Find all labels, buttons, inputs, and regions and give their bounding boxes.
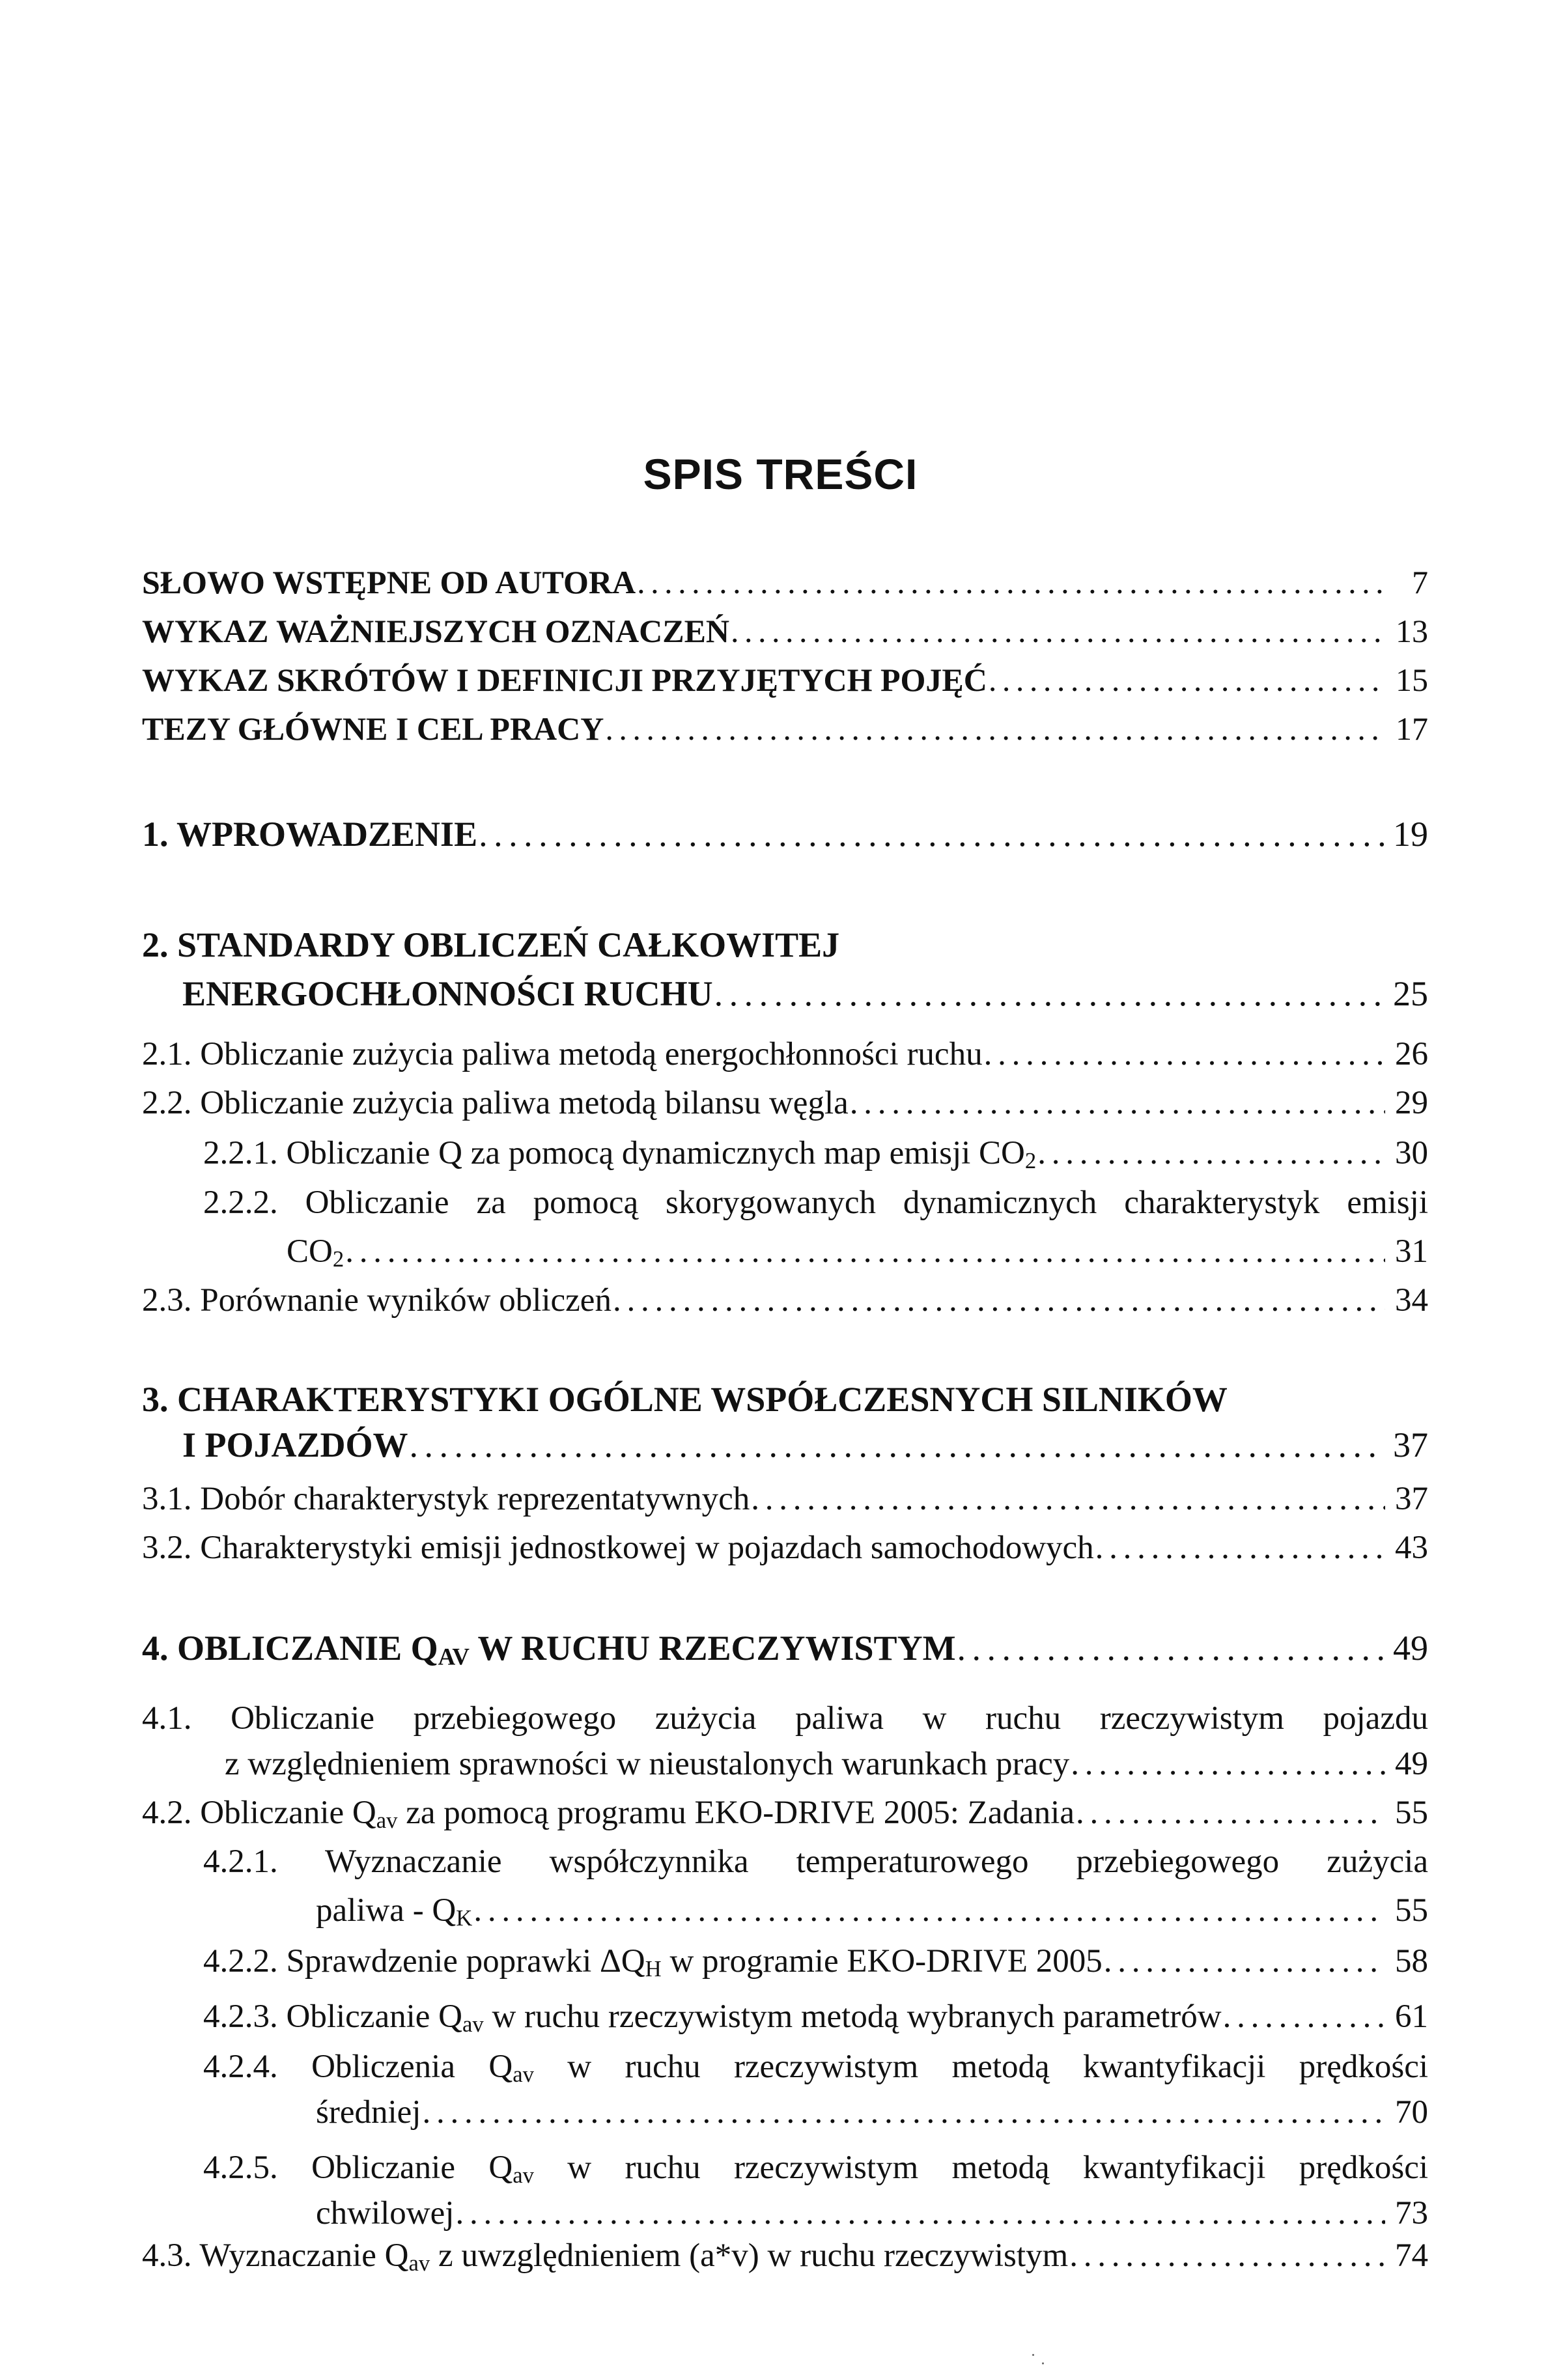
toc-section-3-1: 3.1. Dobór charakterystyk reprezentatywnych . . . 37 <box>142 1480 1428 1518</box>
toc-section-2-2-1: 2.2.1. Obliczanie Q za pomocą dynamicznych map emisji $CO_2$ . . . 30 <box>203 1134 1428 1172</box>
toc-entry-theses: TEZY GŁÓWNE I CEL PRACY . . . 17 <box>142 710 1428 748</box>
toc-chapter-3-title: 3. CHARAKTERYSTYKI OGÓLNE WSPÓŁCZESNYCH SILNIKÓW <box>142 1380 1228 1419</box>
toc-section-4-2-4-title: 4.2.4. Obliczenia $Q_{av}$ w ruchu rzeczywistym metodą kwantyfikacji prędkości <box>203 2049 1429 2087</box>
toc-entry-abbreviations: WYKAZ SKRÓTÓW I DEFINICJI PRZYJĘTYCH POJĘĆ . . . 15 <box>142 661 1428 699</box>
toc-chapter-2: ENERGOCHŁONNOŚCI RUCHU . . . 25 <box>182 973 1428 1014</box>
toc-section-4-2-5-title: 4.2.5. Obliczanie $Q_{av}$ w ruchu rzeczywistym metodą kwantyfikacji prędkości <box>203 2149 1429 2188</box>
toc-entry-preface: SŁOWO WSTĘPNE OD AUTORA . . . 7 <box>142 563 1428 601</box>
toc-section-2-2-2: $CO_2$ . . . 31 <box>287 1233 1428 1270</box>
toc-section-4-2-5: chwilowej . . . 73 <box>316 2194 1428 2232</box>
scan-speck <box>1032 2354 1034 2356</box>
page-title: SPIS TREŚCI <box>643 450 918 498</box>
toc-chapter-3: I POJAZDÓW . . . 37 <box>182 1425 1428 1465</box>
scan-speck <box>1042 2362 1044 2364</box>
toc-section-3-2: 3.2. Charakterystyki emisji jednostkowej w pojazdach samochodowych . . . 43 <box>142 1529 1428 1567</box>
toc-section-4-2-2: 4.2.2. Sprawdzenie poprawki $\Delta Q_H$ w programie EKO-DRIVE 2005 . . . 58 <box>203 1942 1428 1980</box>
toc-chapter-2-title: 2. STANDARDY OBLICZEŃ CAŁKOWITEJ <box>142 925 840 964</box>
toc-entry-symbols: WYKAZ WAŻNIEJSZYCH OZNACZEŃ . . . 13 <box>142 612 1428 650</box>
toc-section-2-3: 2.3. Porównanie wyników obliczeń . . . 34 <box>142 1281 1428 1319</box>
toc-section-4-2-3: 4.2.3. Obliczanie $Q_{av}$ w ruchu rzeczywistym metodą wybranych parametrów . . . 61 <box>203 1998 1428 2036</box>
toc-section-4-3: 4.3. Wyznaczanie $Q_{av}$ z uwzględnieniem (a*v) w ruchu rzeczywistym . . . 74 <box>142 2237 1428 2275</box>
toc-section-4-1-title: 4.1. Obliczanie przebiegowego zużycia paliwa w ruchu rzeczywistym pojazdu <box>142 1700 1428 1737</box>
toc-section-4-1: z względnieniem sprawności w nieustalonych warunkach pracy . . . 49 <box>225 1745 1428 1783</box>
toc-section-4-2-4: średniej . . . 70 <box>316 2093 1428 2131</box>
toc-section-4-2-1: paliwa - $Q_K$ . . . 55 <box>316 1892 1428 1929</box>
toc-section-2-2: 2.2. Obliczanie zużycia paliwa metodą bilansu węgla . . . 29 <box>142 1084 1428 1122</box>
toc-section-2-1: 2.1. Obliczanie zużycia paliwa metodą energochłonności ruchu . . . 26 <box>142 1035 1428 1073</box>
toc-chapter-4: 4. OBLICZANIE $Q_{AV}$ W RUCHU RZECZYWISTYM . . . 49 <box>142 1628 1428 1668</box>
toc-chapter-1: 1. WPROWADZENIE . . . 19 <box>142 814 1428 854</box>
toc-section-4-2: 4.2. Obliczanie $Q_{av}$ za pomocą programu EKO-DRIVE 2005: Zadania . . . 55 <box>142 1794 1428 1832</box>
toc-section-4-2-1-title: 4.2.1. Wyznaczanie współczynnika temperaturowego przebiegowego zużycia <box>203 1843 1428 1880</box>
toc-section-2-2-2-title: 2.2.2. Obliczanie za pomocą skorygowanych dynamicznych charakterystyk emisji <box>203 1184 1428 1221</box>
